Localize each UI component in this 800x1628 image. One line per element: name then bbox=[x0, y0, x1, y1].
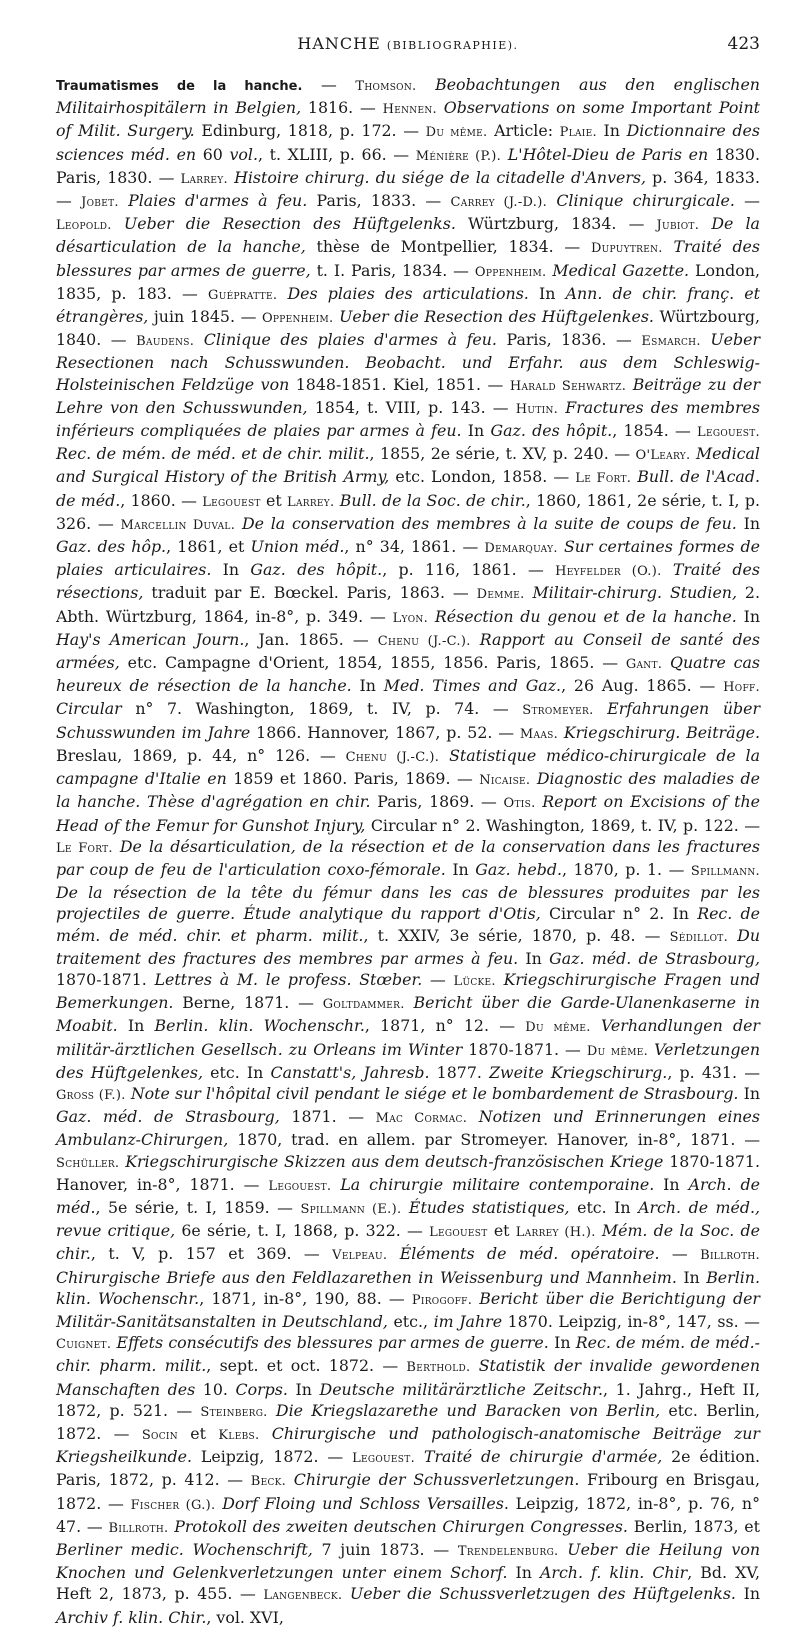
work-title: Medical and Surgical History of the British Army, bbox=[56, 444, 760, 487]
citation-text: , vol. XVI, bbox=[206, 1607, 284, 1627]
author-name: Maas. bbox=[519, 726, 559, 742]
running-title-main: HANCHE bbox=[297, 34, 381, 53]
work-title: Gaz. méd. de Strasbourg, bbox=[549, 948, 760, 968]
citation-text bbox=[662, 560, 673, 579]
citation-text: In bbox=[736, 513, 761, 533]
work-title: Statistik der invalide gewordenen Manschaften des bbox=[56, 1356, 761, 1399]
work-title: De la désarticulation de la hanche, bbox=[56, 214, 760, 257]
citation-text: 1871. bbox=[279, 1107, 337, 1127]
work-title: Militair-chirurg. Studien, bbox=[532, 583, 737, 603]
author-name: Le Fort. bbox=[575, 471, 632, 487]
author-name: Harald Sehwartz. bbox=[509, 378, 627, 394]
author-name: Esmarch. bbox=[641, 334, 701, 350]
citation-text: 1830. Paris, 1830. bbox=[56, 144, 760, 187]
author-name: Klebs. bbox=[218, 1427, 260, 1443]
author-name: Larrey (H.). bbox=[515, 1225, 596, 1241]
work-title: L'Hôtel-Dieu de Paris en bbox=[507, 144, 709, 164]
work-title: Corps. bbox=[235, 1379, 288, 1399]
author-name: Oppenheim. bbox=[261, 311, 334, 327]
work-title: Beobachtungen aus den englischen Militairhospitälern in Belgien, bbox=[56, 75, 760, 118]
author-name: Demme. bbox=[476, 587, 525, 603]
work-title: Rec. de mém. de méd. et de chir. milit. bbox=[56, 444, 370, 464]
citation-text bbox=[439, 746, 449, 765]
author-name: Socin bbox=[141, 1427, 178, 1443]
work-title: Bull. de l'Acad. de méd. bbox=[56, 467, 760, 510]
citation-text: 6e série, t. I, 1868, p. 322. bbox=[175, 1221, 401, 1241]
citation-text: In bbox=[287, 1379, 320, 1399]
work-title: Ueber die Resection des Hüftgelenks. bbox=[123, 214, 456, 234]
author-name: Chenu (J.-C.). bbox=[377, 633, 471, 649]
citation-text: 1866. Hannover, 1867, p. 52. bbox=[250, 722, 493, 742]
work-title: Histoire chirurg. du siége de la citadelle d'Anvers, bbox=[234, 167, 647, 187]
citation-text: In bbox=[738, 1083, 760, 1103]
work-title: Fractures des membres inférieurs compliquées de plaies par armes à feu. bbox=[56, 397, 760, 441]
author-name: Lücke. bbox=[453, 973, 496, 989]
citation-text: In bbox=[445, 859, 476, 879]
citation-text bbox=[591, 1016, 601, 1035]
citation-text: t. I. Paris, 1834. bbox=[310, 260, 448, 280]
citation-text: 1877. bbox=[429, 1062, 490, 1082]
citation-text bbox=[701, 330, 711, 349]
citation-text bbox=[194, 330, 204, 349]
citation-text: , 5e série, t. I, 1859. bbox=[95, 1197, 270, 1217]
author-name: Baudens. bbox=[136, 334, 195, 350]
author-name: Chenu (J.-C.). bbox=[345, 749, 440, 765]
work-title: Statistique médico-chirurgicale de la campagne d'Italie en bbox=[56, 745, 761, 789]
author-name: Fischer (G.). bbox=[130, 1497, 216, 1513]
citation-text: , 26 Aug. 1865. bbox=[561, 676, 692, 696]
citation-text: In bbox=[548, 1333, 576, 1353]
work-title: Traité des blessures par armes de guerre, bbox=[56, 237, 761, 280]
work-title: Chirurgische Briefe aus den Feldlazarethen in Weissenburg und Mannheim. bbox=[56, 1267, 677, 1287]
work-title: Éléments de méd. opératoire. bbox=[399, 1244, 660, 1264]
citation-text: Berlin, 1873, et bbox=[627, 1516, 760, 1536]
author-name: Guépratte. bbox=[208, 287, 278, 303]
work-title: Arch. de méd. bbox=[56, 1174, 760, 1217]
citation-text: In bbox=[507, 1563, 540, 1583]
work-title: Dorf Floing und Schloss Versailles. bbox=[222, 1493, 509, 1513]
work-title: Bericht über die Berichtigung der Militär-Sanitätsanstalten in Deutschland, bbox=[56, 1288, 760, 1331]
citation-text bbox=[268, 1401, 276, 1420]
page-number: 423 bbox=[727, 34, 760, 54]
citation-text: Edinburg, 1818, p. 172. bbox=[194, 121, 397, 141]
citation-text: , 1860. bbox=[120, 490, 176, 510]
citation-text: n° 7. Washington, 1869, t. IV, p. 74. bbox=[121, 699, 480, 719]
citation-text: traduit par E. Bœckel. Paris, 1863. bbox=[143, 583, 445, 603]
bibliography-entry bbox=[56, 214, 616, 233]
citation-text: Fribourg en Brisgau, 1872. bbox=[56, 1470, 760, 1513]
work-title: Mém. de la Soc. de chir. bbox=[56, 1221, 761, 1264]
citation-text bbox=[387, 1244, 399, 1263]
work-title: Beiträge zu der Lehre von den Schusswunden, bbox=[56, 374, 761, 417]
author-name: Du même. bbox=[586, 1043, 649, 1059]
author-name: Legouest bbox=[202, 494, 261, 510]
author-name: Demarquay. bbox=[484, 541, 558, 557]
work-title: Ann. de chir. franç. et étrangères, bbox=[56, 283, 760, 327]
citation-text bbox=[259, 1424, 271, 1443]
citation-text: 1870. Leipzig, in-8°, 147, ss. bbox=[502, 1311, 739, 1331]
citation-text: 60 bbox=[196, 144, 230, 164]
work-title: Circular bbox=[56, 699, 122, 719]
citation-text bbox=[416, 75, 435, 94]
bibliography-entries: — Thomson. Beobachtungen aus den englischen Militairhospitälern in Belgien, 1816. — Hennen. Observations on some Important Point of Milit. Surgery. Edinburg, 1818, p. 172. — Du même. Article: Plaie. In Dictionnaire des sciences méd. en 60 vol., t. XLIII, p. 66. — Ménière (P.). L'Hôtel-Dieu de Paris en 1830. Paris, 1830. — Larrey. Histoire chirurg. du siége de la citadelle d'Anvers, p. 364, 1833. — Jobet. Plaies d'armes à feu. Paris, 1833. — Carrey (J.-D.). Clinique chirurgicale. — Leopold. Ueber die Resection des Hüftgelenks. Würtzburg, 1834. — Jubiot. De la désarticulation de la hanche, thèse de Montpellier, 1834. — Dupuytren. Traité des blessures par armes de guerre, t. I. Paris, 1834. — Oppenheim. Medical Gazette. London, 1835, p. 183. — Guépratte. Des plaies des articulations. In Ann. de chir. franç. et étrangères, juin 1845. — Oppenheim. Ueber die Resection des Hüftgelenkes. Würtzbourg, 1840. — Baudens. Clinique des plaies d'armes à feu. Paris, 1836. — Esmarch. Ueber Resectionen nach Schusswunden. Beobacht. und Erfahr. aus dem Schleswig-Holsteinischen Feldzüge von 1848-1851. Kiel, 1851. — Harald Sehwartz. Beiträge zu der Lehre von den Schusswunden, 1854, t. VIII, p. 143. — Hutin. Fractures des membres inférieurs compliquées de plaies par armes à feu. In Gaz. des hôpit., 1854. — Legouest. Rec. de mém. de méd. et de chir. milit., 1855, 2e série, t. XV, p. 240. — O'Leary. Medical and Surgical History of the British Army, etc. London, 1858. — Le Fort. Bull. de l'Acad. de méd., 1860. — Legouest et Larrey. Bull. de la Soc. de chir., 1860, 1861, 2e série, t. I, p. 326. — Marcellin Duval. De la conservation des membres à la suite de coups de feu. In Gaz. des hôp., 1861, et Union méd., n° 34, 1861. — Demarquay. Sur certaines formes de plaies articulaires. In Gaz. des hôpit., p. 116, 1861. — Heyfelder (O.). Traité des résections, traduit par E. Bœckel. Paris, 1863. — Demme. Militair-chirurg. Studien, 2. Abth. Würtzburg, 1864, in-8°, p. 349. — Lyon. Résection du genou et de la hanche. In Hay's American Journ., Jan. 1865. — Chenu (J.-C.). Rapport au Conseil de santé des armées, etc. Campagne d'Orient, 1854, 1855, 1856. Paris, 1865. — Gant. Quatre cas heureux de résection de la hanche. In Med. Times and Gaz., 26 Aug. 1865. — Hoff. Circular n° 7. Washington, 1869, t. IV, p. 74. — Stromeyer. Erfahrungen über Schusswunden im Jahre 1866. Hannover, 1867, p. 52. — Maas. Kriegschirurg. Beiträge. Breslau, 1869, p. 44, n° 126. — Chenu (J.-C.). Statistique médico-chirurgicale de la campagne d'Italie en 1859 et 1860. Paris, 1869. — Nicaise. Diagnostic des maladies de la hanche. Thèse d'agrégation en chir. Paris, 1869. — Otis. Report on Excisions of the Head of the Femur for Gunshot Injury, Circular n° 2. Washington, 1869, t. IV, p. 122. — Le Fort. De la désarticulation, de la résection et de la conservation dans les fractures par coup de feu de l'articulation coxo-fémorale. In Gaz. hebd., 1870, p. 1. — Spillmann. De la résection de la tête du fémur dans les cas de blessures produites par les projectiles de guerre. Étude analytique du rapport d'Otis, Circular n° 2. In Rec. de mém. de méd. chir. et pharm. milit., t. XXIV, 3e série, 1870, p. 48. — Sédillot. Du traitement des fractures des membres par armes à feu. In Gaz. méd. de Strasbourg, 1870-1871. Lettres à M. le profess. Stœber. — Lücke. Kriegschirurgische Fragen und Bemerkungen. Berne, 1871. — Goltdammer. Bericht über die Garde-Ulanenkaserne in Moabit. In Berlin. klin. Wochenschr., 1871, n° 12. — Du même. Verhandlungen der militär-ärztlichen Gesellsch. zu Orleans im Winter 1870-1871. — Du même. Verletzungen des Hüftgelenkes, etc. In Canstatt's, Jahresb. 1877. Zweite Kriegschirurg., p. 431. — Gross (F.). Note sur l'hôpital civil pendant le siége et le bombardement de Strasbourg. In Gaz. méd. de Strasbourg, 1871. — Mac Cormac. Notizen und Erinnerungen eines Ambulanz-Chirurgen, 1870, trad. en allem. par Stromeyer. Hanover, in-8°, 1871. — Schüller. Kriegschirurgische Skizzen aus dem deutsch-französischen Kriege 1870-1871. Hanover, in-8°, 1871. — Legouest. La chirurgie militaire contemporaine. In Arch. de méd., 5e série, t. I, 1859. — Spillmann (E.). Études statistiques, etc. In Arch. de méd., revue critique, 6e série, t. I, 1868, p. 322. — Legouest et Larrey (H.). Mém. de la Soc. de chir., t. V, p. 157 et 369. — Velpeau. Éléments de méd. opératoire. — Billroth. Chirurgische Briefe aus den Feldlazarethen in Weissenburg und Mannheim. In Berlin. klin. Wochenschr., 1871, in-8°, 190, 88. — Pirogoff. Bericht über die Berichtigung der Militär-Sanitätsanstalten in Deutschland, etc., im Jahre 1870. Leipzig, in-8°, 147, ss. — Cuignet. Effets consécutifs des blessures par armes de guerre. In Rec. de mém. de méd.-chir. pharm. milit., sept. et oct. 1872. — Berthold. Statistik der invalide gewordenen Manschaften des 10. Corps. In Deutsche militärärztliche Zeitschr., 1. Jahrg., Heft II, 1872, p. 521. — Steinberg. Die Kriegslazarethe und Baracken von Berlin, etc. Berlin, 1872. — Socin et Klebs. Chirurgische und pathologisch-anatomische Beiträge zur Kriegsheilkunde. Leipzig, 1872. — Legouest. Traité de chirurgie d'armée, 2e édition. Paris, 1872, p. 412. — Beck. Chirurgie der Schussverletzungen. Fribourg en Brisgau, 1872. — Fischer (G.). Dorf Floing und Schloss Versailles. Leipzig, 1872, in-8°, p. 76, n° 47. — Billroth. Protokoll des zweiten deutschen Chirurgen Congresses. Berlin, 1873, et Berliner medic. Wochenschrift, 7 juin 1873. — Trendelenburg. Ueber die Heilung von Knochen und Gelenkverletzungen unter einem Schorf. In Arch. f. klin. Chir, Bd. XV, Heft 2, 1873, p. 455. — Langenbeck. Ueber die Schussverletzugen des Hüftgelenks. In Archiv f. klin. Chir., vol. XVI, bbox=[56, 75, 761, 1627]
citation-text: 1859 et 1860. Paris, 1869. bbox=[226, 769, 451, 789]
work-title: Gaz. hebd. bbox=[475, 859, 562, 879]
citation-text: , t. XXIV, 3e série, 1870, p. 48. bbox=[363, 925, 636, 945]
work-title: Résection du genou et de la hanche. bbox=[434, 606, 737, 626]
author-name: Steinberg. bbox=[200, 1404, 268, 1420]
work-title: Bericht über die Garde-Ulanenkaserne in Moabit. bbox=[56, 993, 760, 1036]
work-title: im Jahre bbox=[433, 1311, 503, 1331]
citation-text: , 1871, in-8°, 190, 88. bbox=[199, 1288, 382, 1308]
work-title: Chirurgie der Schussverletzungen. bbox=[293, 1470, 580, 1490]
citation-text: , n° 34, 1861. bbox=[344, 537, 457, 557]
author-name: Ménière (P.). bbox=[415, 148, 502, 164]
bibliography-entry bbox=[451, 191, 735, 210]
citation-text: et bbox=[260, 490, 288, 510]
author-name: Pirogoff. bbox=[411, 1292, 473, 1308]
citation-text: In bbox=[461, 421, 491, 441]
author-name: Velpeau. bbox=[332, 1248, 388, 1264]
citation-text: Würtzbourg, 1840. bbox=[56, 307, 760, 350]
author-name: Cuignet. bbox=[56, 1337, 112, 1353]
work-title: Traité des résections, bbox=[56, 560, 760, 603]
citation-text: In bbox=[736, 606, 760, 626]
work-title: Gaz. des hôpit. bbox=[250, 560, 383, 580]
citation-text bbox=[112, 214, 124, 233]
author-name: Schüller. bbox=[56, 1155, 120, 1171]
citation-text: 1848-1851. Kiel, 1851. bbox=[289, 374, 482, 394]
citation-text bbox=[663, 237, 674, 256]
citation-text: In bbox=[654, 1174, 689, 1194]
work-title: Deutsche militärärztliche Zeitschr. bbox=[319, 1379, 604, 1399]
citation-text: In bbox=[528, 283, 566, 303]
work-title: Canstatt's, Jahresb. bbox=[270, 1062, 430, 1082]
work-title: Des plaies des articulations. bbox=[287, 283, 529, 303]
work-title: Lettres à M. le profess. Stœber. bbox=[154, 969, 423, 989]
citation-text: etc., bbox=[387, 1311, 434, 1331]
citation-text: juin 1845. bbox=[148, 307, 235, 327]
citation-text: 2e édition. Paris, 1872, p. 412. bbox=[56, 1447, 761, 1490]
author-name: Hutin. bbox=[515, 401, 559, 417]
citation-text bbox=[277, 284, 287, 303]
citation-text bbox=[113, 837, 120, 856]
citation-text: p. 364, 1833. bbox=[646, 167, 760, 187]
citation-text: , sept. et oct. 1872. bbox=[206, 1356, 375, 1376]
work-title: Arch. de méd., revue critique, bbox=[56, 1197, 761, 1241]
work-title: Hay's American Journ. bbox=[56, 629, 245, 649]
author-name: Larrey. bbox=[180, 171, 228, 187]
author-name: Legouest. bbox=[697, 425, 760, 441]
citation-text bbox=[235, 514, 242, 533]
author-name: Hennen. bbox=[382, 102, 437, 118]
author-name: Lyon. bbox=[392, 610, 429, 626]
work-title: Verletzungen des Hüftgelenkes, bbox=[56, 1039, 760, 1082]
work-title: Clinique des plaies d'armes à feu. bbox=[203, 330, 497, 350]
work-title: Gaz. méd. de Strasbourg, bbox=[56, 1107, 280, 1127]
work-title: De la conservation des membres à la suite de coups de feu. bbox=[241, 513, 737, 533]
citation-text: , 1855, 2e série, t. XV, p. 240. bbox=[369, 444, 609, 464]
work-title: Berliner medic. Wochenschrift, bbox=[56, 1540, 313, 1559]
work-title: vol. bbox=[229, 144, 258, 164]
work-title: Archiv f. klin. Chir. bbox=[56, 1607, 207, 1627]
citation-text: 1870-1871. bbox=[56, 969, 155, 989]
work-title: Zweite Kriegschirurg. bbox=[489, 1062, 668, 1082]
citation-text bbox=[437, 98, 444, 117]
citation-text: In bbox=[211, 560, 251, 580]
bibliography-entry bbox=[81, 191, 416, 210]
author-name: Jobet. bbox=[81, 195, 119, 211]
work-title: Diagnostic des maladies de la hanche. Thèse d'agrégation en chir. bbox=[56, 769, 760, 812]
citation-text bbox=[525, 583, 533, 602]
author-name: Billroth. bbox=[108, 1520, 169, 1536]
citation-text: In bbox=[351, 676, 384, 696]
bibliography-entry bbox=[56, 837, 760, 879]
author-name: Nicaise. bbox=[479, 773, 531, 789]
author-name: Spillmann (E.). bbox=[300, 1201, 402, 1217]
citation-text bbox=[662, 653, 670, 672]
citation-text: Paris, 1836. bbox=[496, 330, 607, 350]
work-title: Effets consécutifs des blessures par armes de guerre. bbox=[116, 1333, 549, 1353]
author-name: Gross (F.). bbox=[56, 1087, 126, 1103]
author-name: Langenbeck. bbox=[263, 1588, 343, 1604]
citation-text: Leipzig, 1872. bbox=[192, 1447, 319, 1467]
citation-text bbox=[467, 1107, 479, 1126]
citation-text bbox=[170, 145, 177, 164]
work-title: Report on Excisions of the Head of the Femur for Gunshot Injury, bbox=[56, 792, 760, 835]
author-name: Gant. bbox=[625, 657, 663, 673]
work-title: Ueber die Resection des Hüftgelenkes. bbox=[339, 307, 654, 327]
author-name: Dupuytren. bbox=[590, 241, 663, 257]
work-title: La chirurgie militaire contemporaine. bbox=[340, 1174, 655, 1194]
citation-text: In bbox=[735, 1584, 760, 1604]
citation-text: etc. In bbox=[569, 1197, 639, 1217]
citation-text: , t. V, p. 157 et 369. bbox=[90, 1244, 292, 1264]
bibliography-entry bbox=[181, 168, 760, 187]
citation-text: , 1. Jahrg., Heft II, 1872, p. 521. bbox=[56, 1379, 760, 1420]
citation-text: , t. XLIII, p. 66. bbox=[258, 144, 387, 164]
citation-text bbox=[471, 630, 480, 649]
citation-text: Würtzburg, 1834. bbox=[455, 214, 617, 234]
citation-text: thèse de Montpellier, 1834. bbox=[305, 237, 554, 257]
work-title: en bbox=[176, 144, 197, 164]
author-name: Larrey. bbox=[287, 494, 335, 510]
running-title-sub: (BIBLIOGRAPHIE). bbox=[386, 39, 519, 52]
citation-text bbox=[119, 191, 128, 210]
work-title: Bull. de la Soc. de chir. bbox=[339, 490, 526, 510]
citation-text bbox=[401, 1198, 409, 1217]
citation-text: etc. Berlin, 1872. bbox=[56, 1400, 761, 1443]
author-name: Marcellin Duval. bbox=[120, 517, 236, 533]
author-name: Legouest. bbox=[268, 1178, 332, 1194]
author-name: Du même. bbox=[525, 1020, 591, 1036]
author-name: Trendelenburg. bbox=[457, 1544, 559, 1559]
work-title: Quatre cas heureux de résection de la hanche. bbox=[56, 653, 761, 696]
citation-text: In bbox=[596, 121, 627, 141]
work-title: Rec. de mém. de méd. chir. et pharm. milit. bbox=[56, 904, 760, 945]
citation-text: Circular n° 2. Washington, 1869, t. IV, p. 122. bbox=[365, 815, 739, 835]
running-title bbox=[56, 34, 760, 53]
work-title: Chirurgische und pathologisch-anatomische Beiträge zur Kriegsheilkunde. bbox=[56, 1423, 760, 1467]
citation-text bbox=[331, 1175, 340, 1194]
author-name: Otis. bbox=[503, 796, 536, 812]
work-title: Kriegschirurg. Beiträge. bbox=[563, 722, 760, 742]
author-name: Le Fort. bbox=[56, 840, 113, 856]
citation-text: 2. Abth. Würtzburg, 1864, in-8°, p. 349. bbox=[56, 583, 760, 626]
author-name: Mac Cormac. bbox=[375, 1111, 468, 1127]
work-title: Sur certaines formes de plaies articulaires. bbox=[56, 537, 760, 580]
citation-text bbox=[728, 926, 737, 945]
author-name: Spillmann. bbox=[690, 863, 760, 879]
citation-text: et bbox=[177, 1423, 219, 1443]
citation-text: et bbox=[487, 1221, 516, 1241]
work-title: Ueber Resectionen nach Schusswunden. Beobacht. und Erfahr. aus dem Schleswig-Holsteinischen Feldzüge von bbox=[56, 330, 761, 394]
citation-text: 1870-1871. bbox=[462, 1039, 560, 1059]
author-name: Carrey (J.-D.). bbox=[450, 195, 548, 211]
author-name: Heyfelder (O.). bbox=[555, 564, 662, 580]
citation-text: Breslau, 1869, p. 44, n° 126. bbox=[56, 745, 311, 765]
citation-text bbox=[342, 1584, 350, 1603]
citation-text bbox=[559, 1540, 568, 1559]
citation-text: 1816. — bbox=[301, 98, 383, 118]
citation-text: , p. 431. bbox=[667, 1062, 738, 1082]
work-title: Berlin. klin. Wochenschr. bbox=[56, 1267, 760, 1308]
work-title: Études statistiques, bbox=[408, 1197, 570, 1217]
work-title: Medical Gazette. bbox=[552, 260, 690, 280]
author-name: Billroth. bbox=[700, 1248, 760, 1264]
citation-text: 1870-1871. Hanover, in-8°, 1871. bbox=[56, 1151, 760, 1194]
work-title: Kriegschirurgische Skizzen aus dem deutsch-französischen Kriege bbox=[125, 1151, 664, 1171]
work-title: Rapport au Conseil de santé des armées, bbox=[56, 629, 761, 673]
citation-text bbox=[415, 1447, 424, 1466]
work-title: Ueber die Heilung von Knochen und Gelenkverletzungen unter einem Schorf. bbox=[56, 1540, 761, 1583]
author-name: Du même. bbox=[425, 125, 488, 141]
citation-text: 7 juin 1873. bbox=[312, 1540, 425, 1559]
citation-text: , Bd. XV, Heft 2, 1873, p. 455. bbox=[56, 1563, 761, 1604]
work-title: Dictionnaire des sciences méd. bbox=[56, 121, 760, 164]
author-name: Plaie. bbox=[559, 125, 597, 141]
author-name: Legouest. bbox=[352, 1451, 416, 1467]
work-title: Union méd. bbox=[250, 537, 345, 557]
citation-text: , Jan. 1865. bbox=[244, 629, 344, 649]
citation-text: Paris, 1869. bbox=[370, 792, 475, 812]
citation-text: , 1861, et bbox=[166, 537, 251, 557]
running-header bbox=[56, 34, 760, 58]
work-title: Die Kriegslazarethe und Baracken von Berlin, bbox=[275, 1400, 661, 1420]
citation-text: etc. Campagne d'Orient, 1854, 1855, 1856. Paris, 1865. bbox=[119, 653, 595, 673]
citation-text bbox=[501, 145, 508, 164]
citation-text: 10. bbox=[195, 1379, 236, 1399]
author-name: Jubiot. bbox=[656, 218, 700, 234]
work-title: Arch. f. klin. Chir bbox=[540, 1563, 688, 1583]
author-name: Oppenheim. bbox=[474, 264, 547, 280]
citation-text: etc. London, 1858. bbox=[389, 467, 548, 487]
citation-text bbox=[699, 214, 711, 233]
work-title: Ueber die Schussverletzugen des Hüftgelenks. bbox=[349, 1584, 736, 1604]
author-name: Beck. bbox=[250, 1474, 287, 1490]
work-title: Du traitement des fractures des membres par armes à feu. bbox=[56, 925, 760, 968]
citation-text: , p. 116, 1861. bbox=[382, 560, 517, 580]
work-title: Verhandlungen der militär-ärztlichen Gesellsch. zu Orleans im Winter bbox=[56, 1016, 760, 1059]
citation-text: Circular n° 2. In bbox=[540, 904, 698, 924]
work-title: Notizen und Erinnerungen eines Ambulanz-Chirurgen, bbox=[56, 1107, 761, 1150]
work-title: Erfahrungen über Schusswunden im Jahre bbox=[56, 699, 761, 742]
citation-text: In bbox=[518, 948, 550, 968]
citation-text bbox=[594, 699, 608, 718]
bibliography-entry bbox=[136, 330, 606, 349]
author-name: O'Leary. bbox=[635, 448, 691, 464]
work-title: Berlin. klin. Wochenschr. bbox=[154, 1016, 365, 1036]
citation-text: In bbox=[117, 1016, 155, 1036]
work-title: Observations on some Important Point of Milit. Surgery. bbox=[56, 98, 760, 141]
work-title: Plaies d'armes à feu. bbox=[128, 191, 308, 211]
work-title: Rec. de mém. de méd.-chir. pharm. milit. bbox=[56, 1333, 760, 1376]
citation-text bbox=[428, 607, 435, 626]
work-title: De la désarticulation, de la résection et de la conservation dans les fractures par coup de feu de l'articulation coxo-fémorale. bbox=[56, 836, 760, 879]
work-title: Clinique chirurgicale. bbox=[556, 191, 735, 211]
citation-text bbox=[470, 1356, 478, 1375]
work-title: Kriegschirurgische Fragen und Bemerkungen. bbox=[56, 969, 761, 1013]
citation-text: , 1860, 1861, 2e série, t. I, p. 326. bbox=[56, 490, 760, 533]
author-name: Sédillot. bbox=[669, 929, 729, 945]
citation-text: London, 1835, p. 183. bbox=[56, 260, 760, 303]
section-heading: Traumatismes de la hanche. bbox=[56, 79, 303, 94]
work-title: De la résection de la tête du fémur dans les cas de blessures produites par les projectiles de guerre. Étude analytique du rapport d'Otis, bbox=[56, 883, 760, 924]
citation-text: 1854, t. VIII, p. 143. bbox=[307, 397, 486, 417]
author-name: Berthold. bbox=[406, 1360, 471, 1376]
bibliography-paragraph bbox=[56, 74, 760, 1628]
citation-text: Article: bbox=[487, 121, 560, 141]
author-name: Thomson. bbox=[355, 79, 417, 94]
author-name: Stromeyer. bbox=[522, 703, 594, 719]
work-title: Note sur l'hôpital civil pendant le siége et le bombardement de Strasbourg. bbox=[130, 1083, 739, 1103]
author-name: Legouest bbox=[429, 1225, 488, 1241]
work-title: Gaz. des hôp. bbox=[56, 537, 167, 557]
work-title: Protokoll des zweiten deutschen Chirurgen Congresses. bbox=[174, 1516, 628, 1536]
citation-text bbox=[286, 1470, 294, 1489]
citation-text: Leipzig, 1872, in-8°, p. 76, n° 47. bbox=[56, 1493, 761, 1536]
author-name: Leopold. bbox=[56, 218, 112, 234]
citation-text: 1870, trad. en allem. par Stromeyer. Hanover, in-8°, 1871. bbox=[228, 1130, 736, 1150]
work-title: Gaz. des hôpit. bbox=[490, 421, 613, 441]
citation-text bbox=[496, 970, 504, 989]
citation-text: Paris, 1833. bbox=[307, 191, 417, 211]
citation-text: In bbox=[676, 1267, 707, 1287]
citation-text: Berne, 1871. bbox=[173, 993, 290, 1013]
citation-text bbox=[547, 191, 556, 210]
citation-text: , 1871, n° 12. bbox=[364, 1016, 489, 1036]
citation-text: , 1854. bbox=[612, 421, 669, 441]
citation-text: etc. In bbox=[202, 1062, 271, 1082]
work-title: Traité de chirurgie d'armée, bbox=[423, 1447, 663, 1467]
citation-text bbox=[405, 993, 414, 1012]
bibliography-entry bbox=[332, 1244, 659, 1263]
citation-text: , 1870, p. 1. bbox=[561, 859, 663, 879]
author-name: Goltdammer. bbox=[322, 997, 405, 1013]
author-name: Hoff. bbox=[723, 680, 760, 696]
work-title: Med. Times and Gaz. bbox=[383, 676, 562, 696]
